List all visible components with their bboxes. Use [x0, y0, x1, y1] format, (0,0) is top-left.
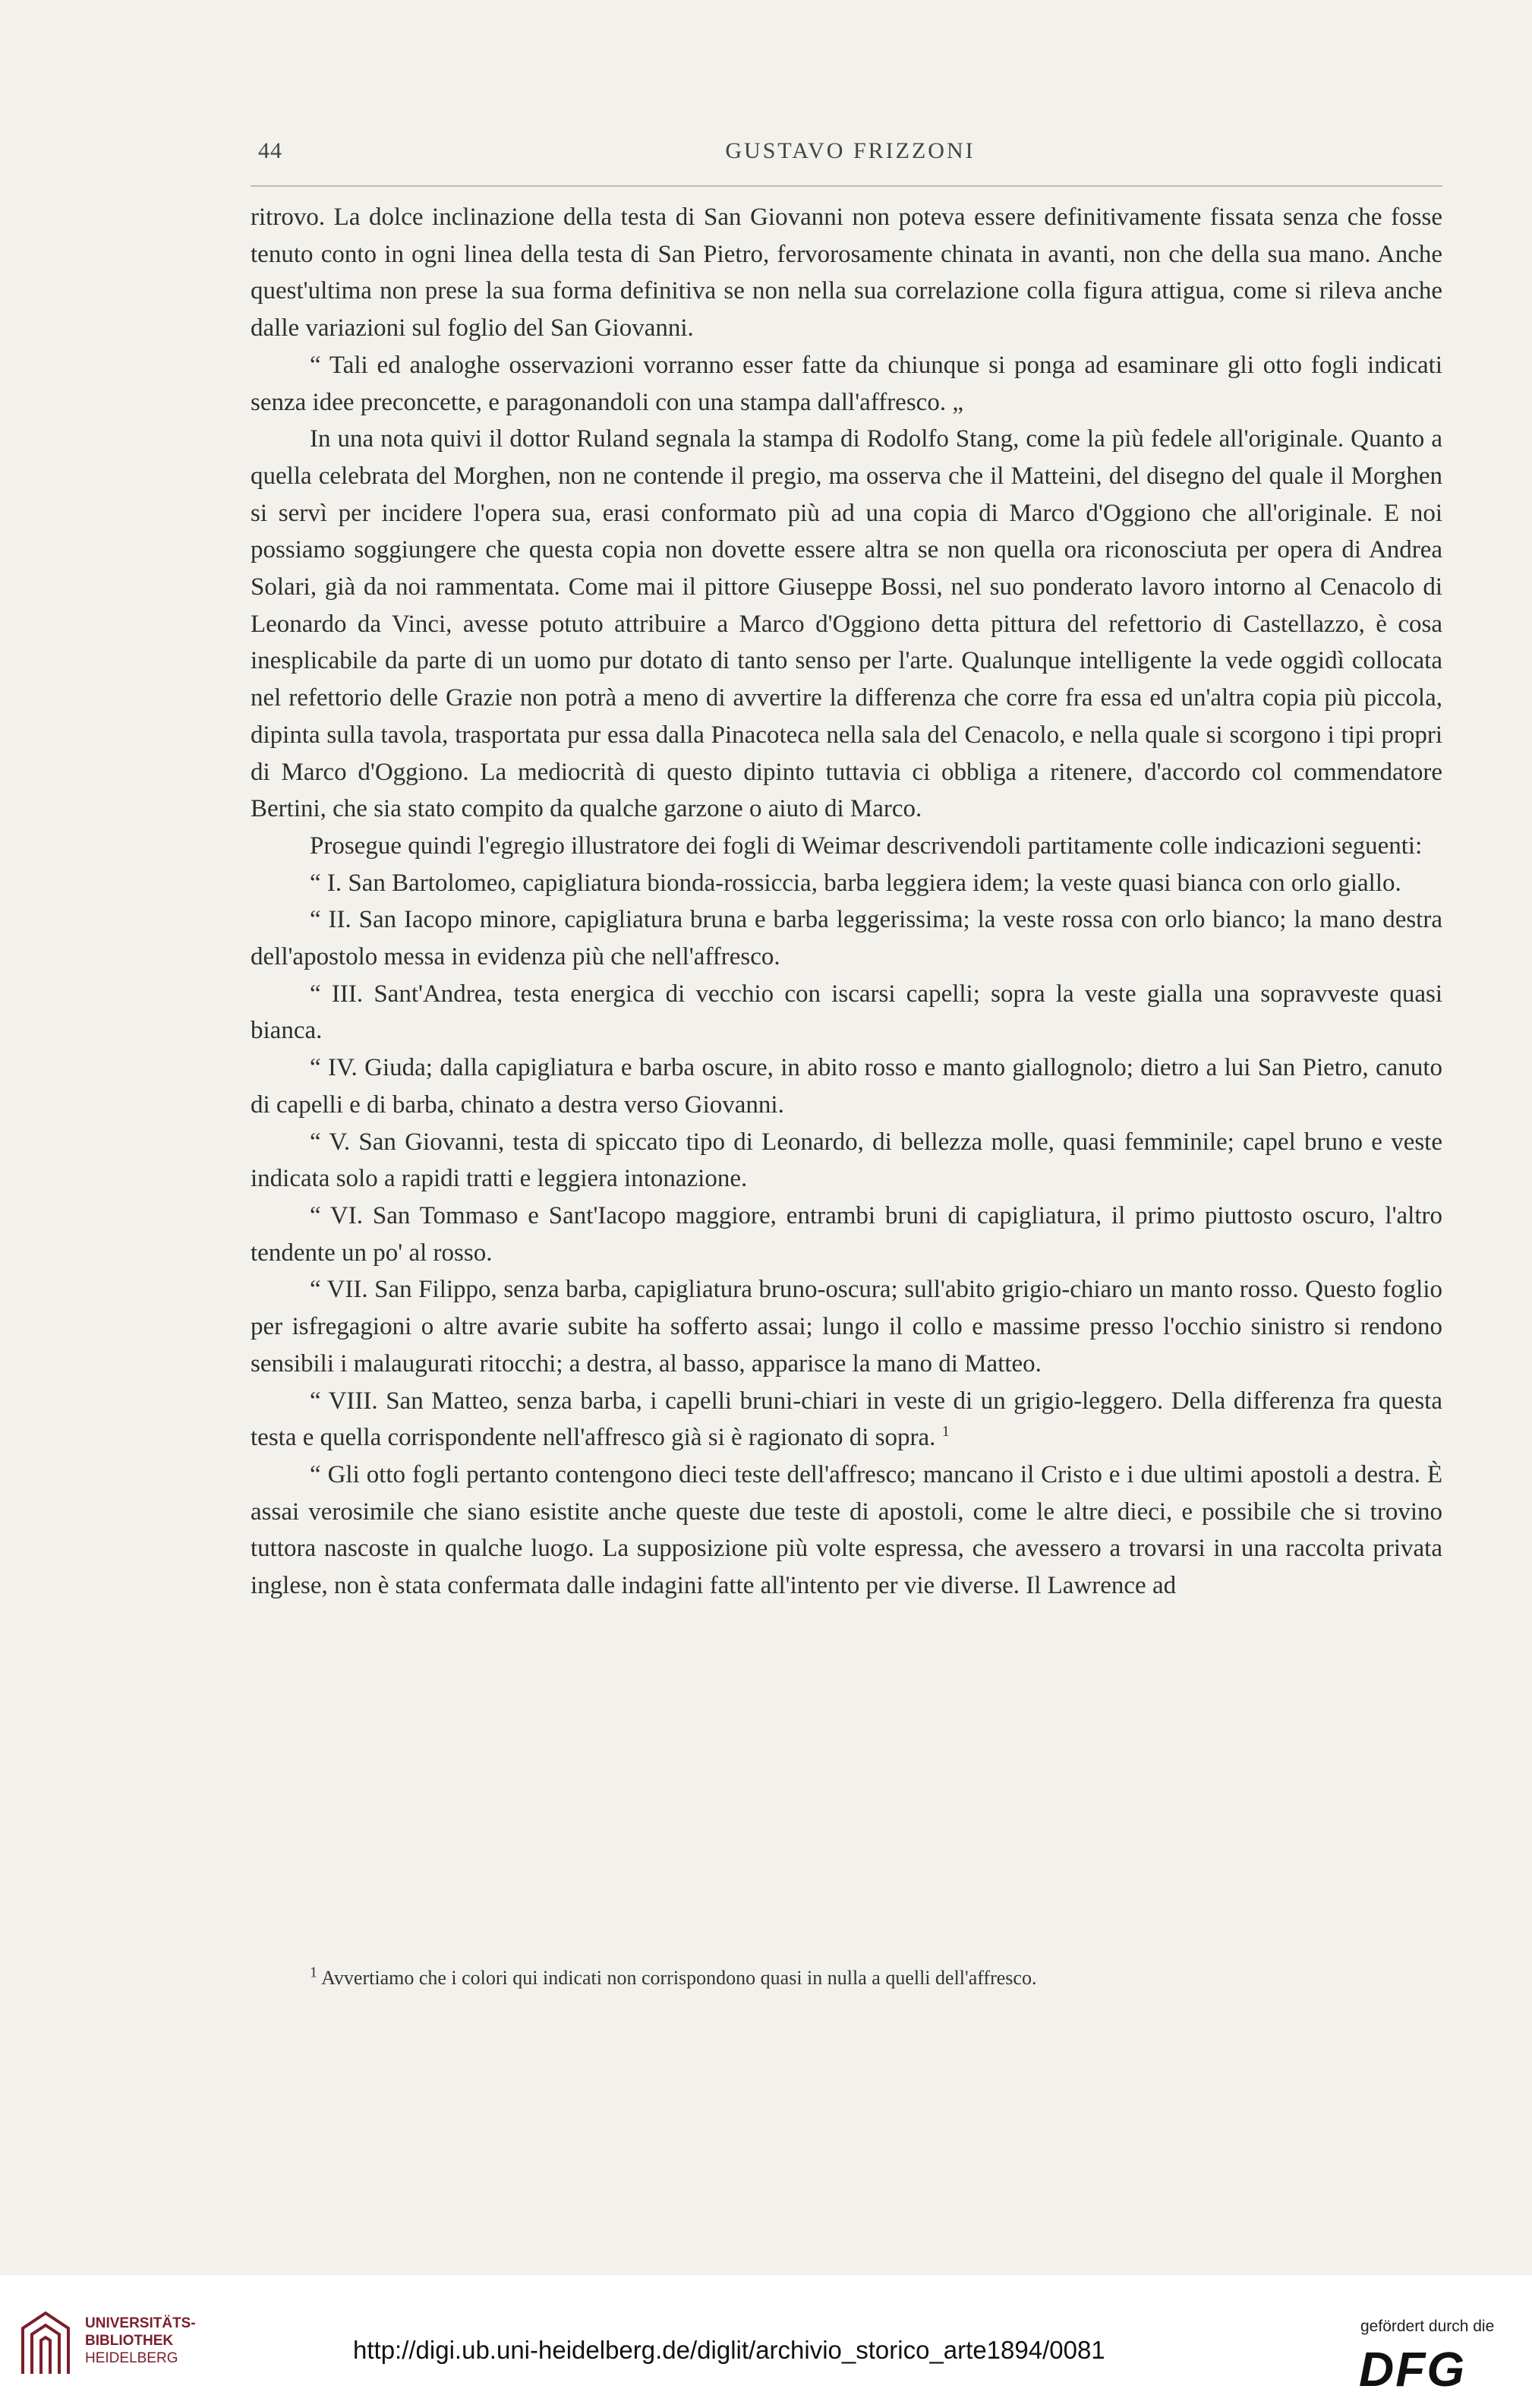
footnote-reference[interactable]: 1: [941, 1423, 950, 1441]
footnote-text: Avvertiamo che i colori qui indicati non corrispondono quasi in nulla a quelli dell'affresco.: [321, 1967, 1037, 1989]
list-item: “ IV. Giuda; dalla capigliatura e barba oscure, in abito rosso e manto giallognolo; dietro a lui San Pietro, canuto di capelli e di barba, chinato a destra verso Giovanni.: [251, 1054, 1442, 1119]
list-item: “ III. Sant'Andrea, testa energica di vecchio con iscarsi capelli; sopra la veste gialla una sopravveste quasi bianca.: [251, 980, 1442, 1045]
list-item-text: “ VIII. San Matteo, senza barba, i capelli bruni-chiari in veste di un grigio-leggero. Della differenza fra questa testa e quella corrispondente nell'affresco già si è ragionato di sopra.: [251, 1387, 1442, 1452]
dfg-logo: DFG: [1359, 2342, 1467, 2397]
digitization-footer: [0, 2275, 1532, 2408]
list-item: “ II. San Iacopo minore, capigliatura bruna e barba leggerissima; la veste rossa con orlo bianco; la mano destra dell'apostolo messa in evidenza più che nell'affresco.: [251, 906, 1442, 971]
paragraph: Prosegue quindi l'egregio illustratore dei fogli di Weimar descrivendoli partitamente colle indicazioni seguenti:: [310, 832, 1423, 860]
header-rule: [251, 185, 1442, 187]
library-name: [85, 2315, 196, 2367]
permalink-url[interactable]: http://digi.ub.uni-heidelberg.de/diglit/archivio_storico_arte1894/0081: [353, 2336, 1105, 2364]
paragraph: “ Tali ed analoghe osservazioni vorranno esser fatte da chiunque si ponga ad esaminare gli otto fogli indicati senza idee preconcette, e paragonandoli con una stampa dall'affresco. „: [251, 351, 1442, 416]
paragraph: ritrovo. La dolce inclinazione della testa di San Giovanni non poteva essere definitivamente fissata senza che fosse tenuto conto in ogni linea della testa di San Pietro, fervorosamente chinata in avanti, non che della sua mano. Anche quest'ultima non prese la sua forma definitiva se non nella sua correlazione colla figura attigua, come si rileva anche dalle variazioni sul foglio del San Giovanni.: [251, 204, 1442, 342]
list-item: “ V. San Giovanni, testa di spiccato tipo di Leonardo, di bellezza molle, quasi femminile; capel bruno e veste indicata solo a rapidi tratti e leggiera intonazione.: [251, 1128, 1442, 1193]
body-text: [251, 199, 1442, 1605]
list-item: “ VI. San Tommaso e Sant'Iacopo maggiore, entrambi bruni di capigliatura, il primo piuttosto oscuro, l'altro tendente un po' al rosso.: [251, 1201, 1442, 1267]
footnote-number: 1: [310, 1964, 317, 1981]
running-title: GUSTAVO FRIZZONI: [725, 138, 976, 163]
page-number: 44: [258, 138, 282, 163]
list-item: “ VII. San Filippo, senza barba, capigliatura bruno-oscura; sull'abito grigio-chiaro un manto rosso. Questo foglio per isfregagioni o altre avarie subite ha sofferto assai; lungo il collo e massime presso l'occhio sinistro si rendono sensibili i malaugurati ritocchi; a destra, al basso, apparisce la mano di Matteo.: [251, 1276, 1442, 1378]
library-line: BIBLIOTHEK: [85, 2333, 174, 2349]
list-item-with-footnote: [251, 1383, 1442, 1456]
footnote: [251, 1965, 1442, 1991]
library-logo-icon: [15, 2305, 76, 2381]
library-line: HEIDELBERG: [85, 2350, 178, 2366]
funded-by-label: gefördert durch die: [1360, 2318, 1495, 2335]
library-line: UNIVERSITÄTS-: [85, 2315, 196, 2331]
paragraph: In una nota quivi il dottor Ruland segnala la stampa di Rodolfo Stang, come la più fedele all'originale. Quanto a quella celebrata del Morghen, non ne contende il pregio, ma osserva che il Matteini, del disegno del quale il Morghen si servì per incidere l'opera sua, erasi conformato più ad una copia di Marco d'Oggiono che all'originale. E noi possiamo soggiungere che questa copia non dovette essere altra se non quella ora riconosciuta per opera di Andrea Solari, già da noi rammentata. Come mai il pittore Giuseppe Bossi, nel suo ponderato lavoro intorno al Cenacolo di Leonardo da Vinci, avesse potuto attribuire a Marco d'Oggiono detta pittura del refettorio di Castellazzo, è cosa inesplicabile da parte di un uomo pur dotato di tanto senso per l'arte. Qualunque intelligente la vede oggidì collocata nel refettorio delle Grazie non potrà a meno di avvertire la differenza che corre fra essa ed un'altra copia più piccola, dipinta sulla tavola, trasportata pur essa dalla Pinacoteca nella sala del Cenacolo, e nella quale si scorgono i tipi propri di Marco d'Oggiono. La mediocrità di questo dipinto tuttavia ci obbliga a ritenere, d'accordo col commendatore Bertini, che sia stato compito da qualche garzone o aiuto di Marco.: [251, 425, 1442, 823]
page-header: [258, 138, 1442, 172]
list-item: “ I. San Bartolomeo, capigliatura bionda-rossiccia, barba leggiera idem; la veste quasi bianca con orlo giallo.: [310, 869, 1401, 897]
paragraph: “ Gli otto fogli pertanto contengono dieci teste dell'affresco; mancano il Cristo e i due ultimi apostoli a destra. È assai verosimile che siano esistite anche queste due teste di apostoli, come le altre dieci, e possibile che si trovino tuttora nascoste in qualche luogo. La supposizione più volte espressa, che avessero a trovarsi in una raccolta privata inglese, non è stata confermata dalle indagini fatte all'intento per vie diverse. Il Lawrence ad: [251, 1460, 1442, 1600]
